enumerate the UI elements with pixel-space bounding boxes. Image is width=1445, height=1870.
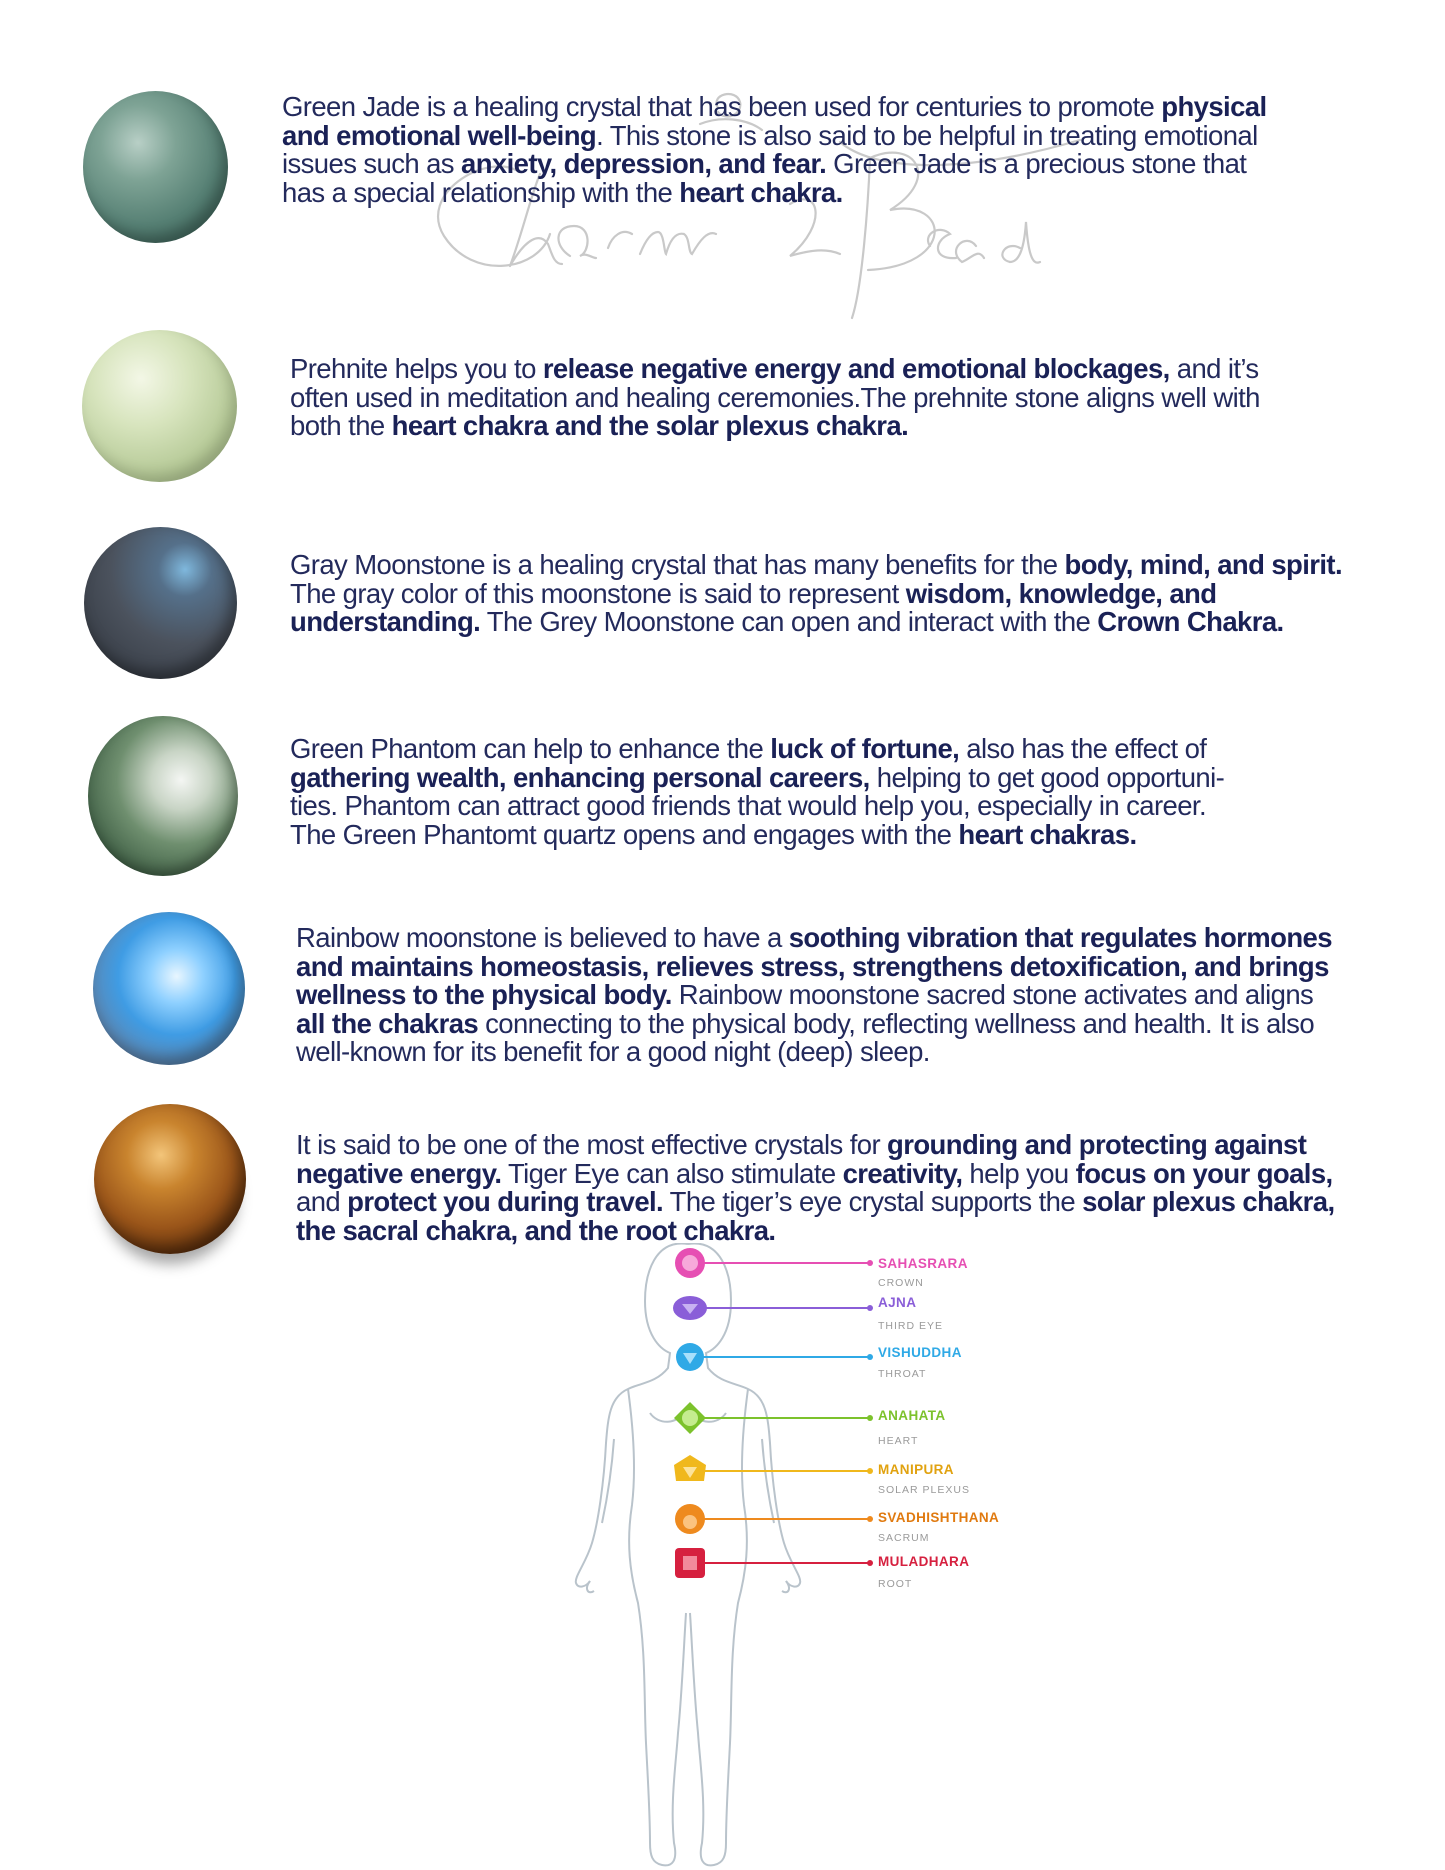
- chakra-connector-lines: [673, 1248, 873, 1578]
- heart-chakra-icon: [674, 1402, 873, 1434]
- crown-chakra-icon: [675, 1248, 873, 1278]
- chakra-name: MANIPURA: [878, 1462, 954, 1477]
- chakra-sub: HEART: [878, 1435, 919, 1447]
- chakra-name: SAHASRARA: [878, 1256, 968, 1271]
- chakra-sub: CROWN: [878, 1277, 924, 1289]
- rainbow-moonstone-description: Rainbow moonstone is believed to have a soothing vibration that regulates hormones and maintains homeostasis, relieves stress, strengthens detoxification, and brings wellness to the physical body. Rainbow moonstone sacred stone activates and aligns all the chakras connecting to the physical body, reflecting wellness and health. It is also well-known for its benefit for a good night (deep) sleep.: [296, 922, 1332, 1067]
- chakra-name: ANAHATA: [878, 1408, 946, 1423]
- chakra-sub: SACRUM: [878, 1532, 930, 1544]
- chakra-labels: [878, 1256, 999, 1590]
- chakra-sub: THIRD EYE: [878, 1320, 944, 1332]
- green-jade-stone-icon: [83, 91, 228, 243]
- third-eye-chakra-icon: [673, 1296, 873, 1320]
- tiger-eye-description: It is said to be one of the most effective crystals for grounding and protecting against negative energy. Tiger Eye can also stimulate creativity, help you focus on your goals, and protect you during travel. The tiger’s eye crystal supports the solar plexus chakra, the sacral chakra, and the root chakra.: [296, 1129, 1335, 1246]
- chakra-sub: SOLAR PLEXUS: [878, 1484, 970, 1496]
- watermark-text: [0, 0, 1, 1]
- throat-chakra-icon: [676, 1343, 873, 1371]
- prehnite-stone-icon: [82, 330, 237, 482]
- gray-moonstone-stone-icon: [84, 527, 237, 679]
- green-phantom-stone-icon: [88, 716, 238, 876]
- gray-moonstone-description: Gray Moonstone is a healing crystal that has many benefits for the body, mind, and spirit. The gray color of this moonstone is said to represent wisdom, knowledge, and understanding. The Grey Moonstone can open and interact with the Crown Chakra.: [290, 549, 1343, 637]
- rainbow-moonstone-stone-icon: [93, 912, 245, 1065]
- green-phantom-description: Green Phantom can help to enhance the luck of fortune, also has the effect of gathering wealth, enhancing personal careers, helping to get good opportuni-ties. Phantom can attract good friends that would help you, especially in career. The Green Phantomt quartz opens and engages with the heart chakras.: [290, 733, 1225, 850]
- chakra-name: VISHUDDHA: [878, 1345, 962, 1360]
- chakra-sub: THROAT: [878, 1368, 927, 1380]
- prehnite-description: Prehnite helps you to release negative energy and emotional blockages, and it’s often used in meditation and healing ceremonies.The prehnite stone aligns well with both the heart chakra and the solar plexus chakra.: [290, 353, 1260, 441]
- chakra-name: SVADHISHTHANA: [878, 1510, 1000, 1525]
- green-jade-description: Green Jade is a healing crystal that has been used for centuries to promote physical and emotional well-being. This stone is also said to be helpful in treating emotional issues such as anxiety, depression, and fear. Green Jade is a precious stone that has a special relationship with the heart chakra.: [282, 91, 1267, 208]
- chakra-name: AJNA: [878, 1295, 917, 1310]
- root-chakra-icon: [675, 1548, 873, 1578]
- chakra-body-diagram: [560, 1243, 1030, 1870]
- chakra-sub: ROOT: [878, 1578, 913, 1590]
- sacral-chakra-icon: [675, 1504, 873, 1534]
- tiger-eye-stone-icon: [94, 1104, 246, 1254]
- chakra-name: MULADHARA: [878, 1554, 970, 1569]
